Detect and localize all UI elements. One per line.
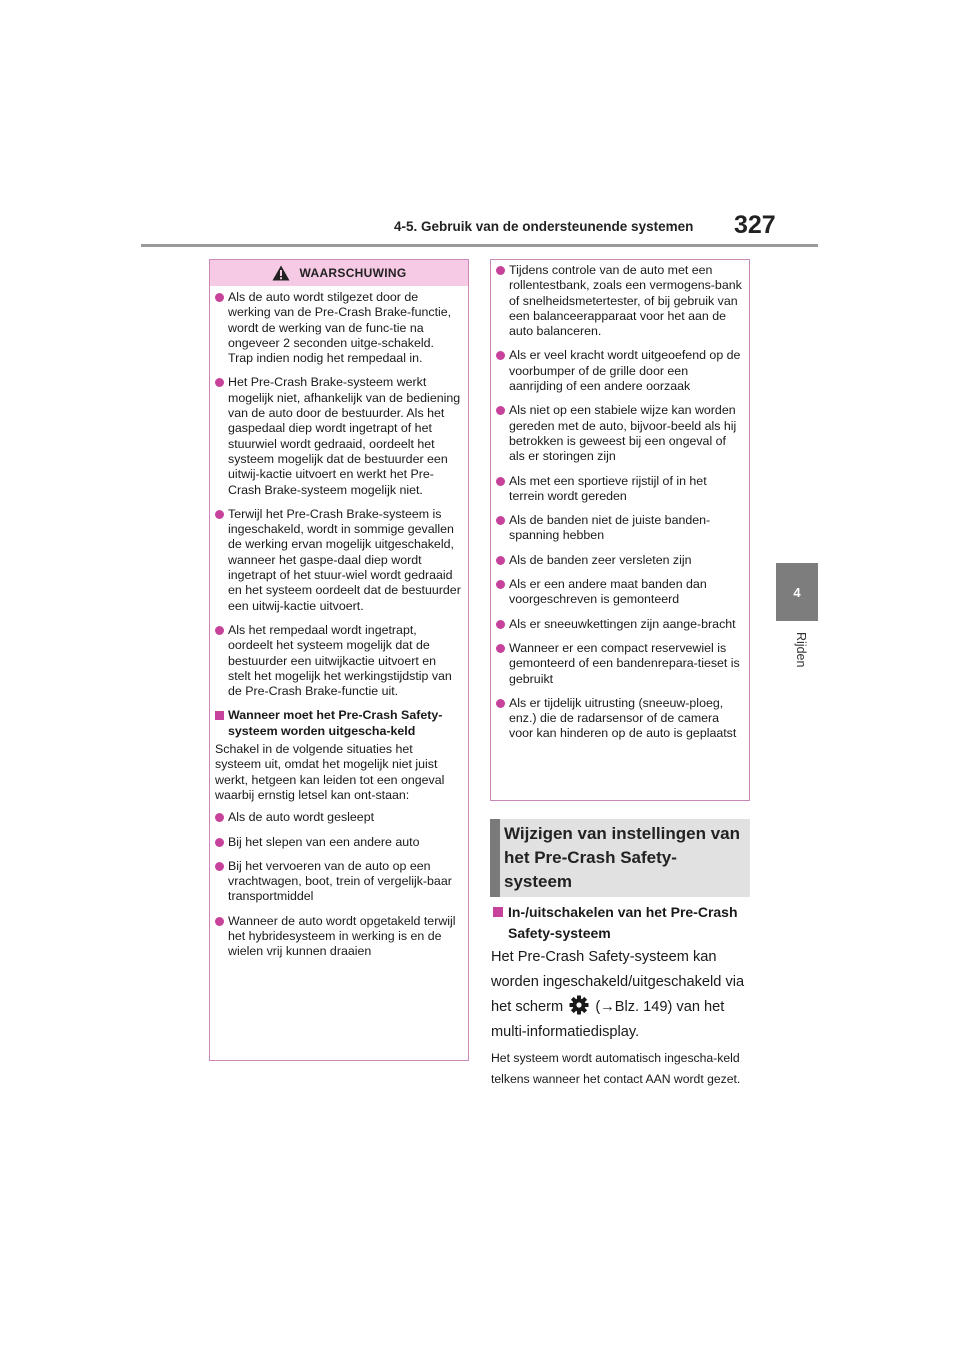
square-bullet-icon — [493, 907, 503, 917]
header-rule — [141, 244, 818, 247]
warning-continued-box — [490, 259, 750, 801]
bullet-icon — [215, 813, 224, 822]
bullet-icon — [215, 510, 224, 519]
list-item: Als er sneeuwkettingen zijn aange-bracht — [496, 617, 743, 632]
list-item: Wanneer er een compact reservewiel is gemonteerd of een bandenrepara-tieset is gebruikt — [496, 641, 743, 687]
warning-box — [209, 259, 469, 1061]
list-item: Tijdens controle van de auto met een rollentestbank, zoals een vermogens-bank of snelheidsmetertester, of bij gebruik van een balanceerapparaat voor het aan de auto balanceren. — [496, 263, 743, 339]
list-item: Bij het slepen van een andere auto — [215, 835, 462, 850]
running-header: 4-5. Gebruik van de ondersteunende systemen — [394, 219, 694, 234]
page-number: 327 — [734, 211, 776, 239]
chapter-tab: 4 — [776, 563, 818, 621]
list-item: Bij het vervoeren van de auto op een vrachtwagen, boot, trein of vergelijk-baar transportmiddel — [215, 859, 462, 905]
list-item: Als de banden niet de juiste banden-spanning hebben — [496, 513, 743, 544]
chapter-label: Rijden — [794, 632, 808, 668]
warning-header — [210, 260, 468, 286]
bullet-icon — [496, 351, 505, 360]
list-item: Als er tijdelijk uitrusting (sneeuw-ploeg, enz.) die de radarsensor of de camera voor kan hinderen op de auto is geplaatst — [496, 696, 743, 742]
bullet-icon — [215, 378, 224, 387]
bullet-icon — [215, 838, 224, 847]
bullet-icon — [496, 644, 505, 653]
bullet-icon — [496, 620, 505, 629]
square-bullet-icon — [215, 711, 224, 720]
list-item: Terwijl het Pre-Crash Brake-systeem is ingeschakeld, wordt in sommige gevallen de werking ervan mogelijk uitgeschakeld, wanneer het gaspe-daal diep wordt ingetrapt of het stuur-wiel wordt gedraaid en het systeem oordeelt dat de bestuurder een uitwij-kactie uitvoert. — [215, 507, 462, 614]
gear-icon — [569, 995, 589, 1015]
bullet-icon — [215, 862, 224, 871]
bullet-icon — [496, 699, 505, 708]
bullet-icon — [496, 556, 505, 565]
list-item: Als met een sportieve rijstijl of in het terrein wordt gereden — [496, 474, 743, 505]
warning-subheading: Wanneer moet het Pre-Crash Safety-systeem worden uitgescha-keld — [215, 708, 462, 739]
list-item: Als er een andere maat banden dan voorgeschreven is gemonteerd — [496, 577, 743, 608]
list-item: Als de auto wordt gesleept — [215, 810, 462, 825]
list-item: Het Pre-Crash Brake-systeem werkt mogelijk niet, afhankelijk van de bediening van de auto door de bestuurder. Als het gaspedaal diep wordt ingetrapt of het stuurwiel wordt gedraaid, oordeelt het systeem mogelijk dat de bestuurder een uitwij-kactie uitvoert en werkt het Pre-Crash Brake-systeem mogelijk niet. — [215, 375, 462, 497]
section-paragraph: Het Pre-Crash Safety-systeem kan worden ingeschakeld/uitgeschakeld via het scherm (→Blz. 149) van het multi-informatiedisplay. — [491, 949, 745, 1040]
bullet-icon — [496, 266, 505, 275]
bullet-icon — [215, 626, 224, 635]
warning-paragraph: Schakel in de volgende situaties het systeem uit, omdat het mogelijk niet juist werkt, hetgeen kan leiden tot een ongeval waarbij ernstig letsel kan ont-staan: — [215, 742, 445, 802]
bullet-icon — [496, 516, 505, 525]
list-item: Wanneer de auto wordt opgetakeld terwijl het hybridesysteem in werking is en de wielen vrij kunnen draaien — [215, 914, 462, 960]
bullet-icon — [215, 917, 224, 926]
section-subheading: In-/uitschakelen van het Pre-Crash Safety-systeem — [491, 902, 753, 944]
section-title: Wijzigen van instellingen van het Pre-Crash Safety-systeem — [504, 824, 740, 891]
section-note: Het systeem wordt automatisch ingescha-keld telkens wanneer het contact AAN wordt gezet. — [491, 1051, 741, 1086]
list-item: Als er veel kracht wordt uitgeoefend op de voorbumper of de grille door een aanrijding of een andere oorzaak — [496, 348, 743, 394]
bullet-icon — [496, 477, 505, 486]
bullet-icon — [215, 293, 224, 302]
list-item: Als het rempedaal wordt ingetrapt, oordeelt het systeem mogelijk dat de bestuurder een uitwijkactie uitvoert en stelt het mogelijk het werkingstijdstip van de Pre-Crash Brake-functie uit. — [215, 623, 462, 699]
section-heading — [490, 819, 750, 897]
section-accent — [490, 819, 500, 897]
list-item: Als niet op een stabiele wijze kan worden gereden met de auto, bijvoor-beeld als hij betrokken is geweest bij een ongeval of als er storingen zijn — [496, 403, 743, 464]
warning-title: WAARSCHUWING — [299, 266, 407, 280]
bullet-icon — [496, 406, 505, 415]
list-item: Als de banden zeer versleten zijn — [496, 553, 743, 568]
list-item: Als de auto wordt stilgezet door de werking van de Pre-Crash Brake-functie, wordt de werking van de func-tie na ongeveer 2 seconden uitge-schakeld. Trap indien nodig het rempedaal in. — [215, 290, 462, 366]
warning-triangle-icon — [272, 265, 290, 281]
bullet-icon — [496, 580, 505, 589]
